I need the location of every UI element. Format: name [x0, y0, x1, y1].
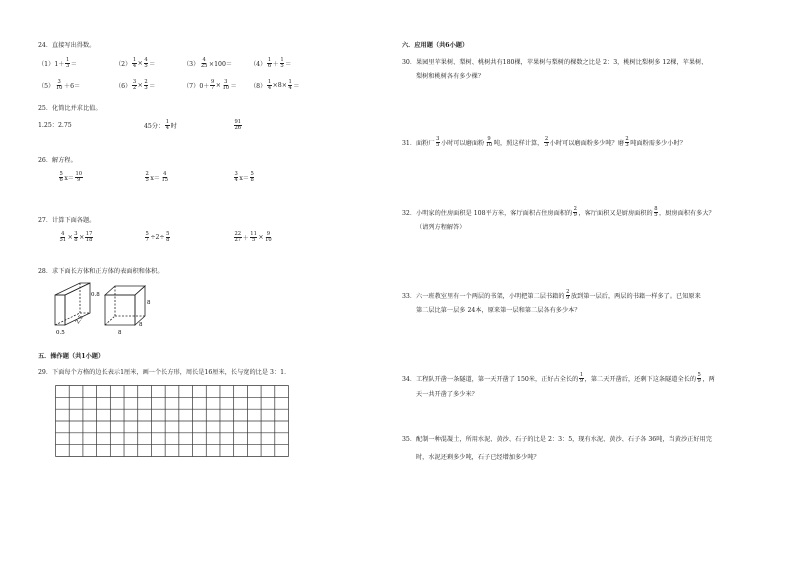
q25-item — [144, 120, 177, 131]
denominator: 10 — [265, 237, 272, 244]
expr-text: ，第二天开凿后，还剩下这条隧道全长的 — [584, 376, 697, 384]
expr-text: ＝ — [149, 61, 156, 69]
fraction — [265, 232, 273, 243]
numerator: 2 — [145, 171, 149, 177]
numerator: 4 — [61, 231, 65, 237]
denominator: 7 — [145, 237, 149, 244]
expr-text: ＋ — [242, 235, 249, 243]
q31-text — [402, 137, 686, 148]
fraction — [250, 172, 254, 183]
q24-item — [38, 80, 80, 91]
numerator: 1 — [280, 57, 284, 63]
fraction — [166, 232, 170, 243]
cuboid-length-label: 0.5 — [56, 330, 65, 336]
denominator: 5 — [280, 63, 284, 70]
numerator: 1 — [132, 57, 137, 63]
cube-depth-label: 8 — [139, 322, 143, 328]
q24-item — [183, 58, 232, 69]
denominator: 8 — [250, 177, 254, 184]
denominator: 10 — [485, 142, 493, 149]
numerator: 4 — [202, 57, 206, 63]
fraction — [55, 80, 63, 91]
numerator: 3 — [57, 79, 61, 85]
expr-text: x＝ — [64, 175, 74, 183]
expr-text: 时 — [170, 123, 177, 131]
fraction — [234, 172, 238, 183]
q27-item — [233, 232, 273, 243]
item-number: （1） — [38, 61, 55, 69]
numerator: 5 — [59, 171, 63, 177]
fraction — [436, 137, 440, 148]
numerator: 2 — [544, 136, 549, 142]
fraction — [267, 80, 271, 91]
item-number: （8） — [250, 83, 267, 91]
expr-text: × — [137, 82, 143, 90]
denominator: 9 — [77, 177, 81, 184]
expr-text: 31．面粉厂 — [402, 140, 435, 148]
fraction — [222, 80, 230, 91]
q30-line1: 30．果园里苹果树、梨树、桃树共有180棵，苹果树与梨树的棵数之比是 2：3，桃树比梨树多 12棵，苹果树、 — [402, 59, 708, 66]
q24-item — [250, 80, 299, 91]
denominator: 5 — [436, 142, 440, 149]
expr-text: × — [79, 234, 85, 242]
q33-line2: 第二层比第一层多 24本，原来第一层和第二层各有多少本？ — [416, 307, 581, 314]
numerator: 3 — [74, 231, 78, 237]
numerator: 2 — [573, 206, 577, 212]
numerator: 8 — [654, 206, 658, 212]
q25-item — [38, 120, 72, 129]
q24-item — [38, 58, 77, 69]
numerator: 4 — [144, 57, 148, 63]
expr-text: ＝ — [285, 61, 292, 69]
q32-note: （请列方程解答） — [416, 224, 466, 231]
fraction — [165, 120, 169, 131]
fraction — [579, 373, 583, 384]
denominator: 15 — [161, 177, 169, 184]
denominator: 26 — [234, 125, 242, 132]
q24-title: 24．直接写出得数。 — [38, 42, 96, 49]
expr-text: ，厨房面积有多大？ — [659, 210, 715, 218]
expr-text: 放到第一层后，两层的书籍一样多了。已知原来 — [570, 293, 701, 301]
item-number: （2） — [115, 61, 132, 69]
expr-text: 0＋ — [199, 83, 210, 91]
fraction — [697, 373, 701, 384]
q27-item — [58, 232, 94, 243]
expr-text: × — [215, 82, 221, 90]
q34-line2: 天一共开凿了多少米？ — [416, 391, 478, 398]
denominator: 4 — [132, 63, 137, 70]
expr-text: 34．工程队开凿一条隧道，第一天开凿了 150米，正好占全长的 — [402, 376, 579, 384]
q26-item — [58, 172, 84, 183]
item-number: （3） — [183, 61, 200, 69]
numerator: 3 — [132, 79, 137, 85]
fraction — [85, 232, 93, 243]
denominator: 3 — [544, 142, 549, 149]
fraction — [161, 172, 169, 183]
fraction — [132, 58, 136, 69]
denominator: 4 — [288, 85, 292, 92]
denominator: 9 — [579, 378, 584, 385]
numerator: 2 — [566, 289, 570, 295]
numerator: 5 — [166, 231, 170, 237]
fraction — [267, 58, 271, 69]
q27-title: 27．计算下面各题。 — [38, 217, 96, 224]
fraction — [144, 58, 148, 69]
denominator: 6 — [267, 63, 272, 70]
denominator: 51 — [59, 237, 67, 244]
fraction — [145, 232, 149, 243]
expr-text: ，两 — [702, 376, 715, 384]
fraction — [65, 58, 69, 69]
q25-title: 25．化简比并求比值。 — [38, 105, 102, 112]
denominator: 9 — [697, 378, 701, 385]
denominator: 18 — [85, 237, 93, 244]
fraction — [234, 232, 242, 243]
q25-item — [233, 120, 243, 131]
fraction — [544, 137, 548, 148]
fraction — [132, 80, 136, 91]
expr-text: ，客厅面积又是厨房面积的 — [578, 210, 653, 218]
denominator: 5 — [144, 63, 148, 70]
expr-text: 1.25：2.75 — [38, 122, 72, 129]
denominator: 10 — [222, 85, 230, 92]
q30-line2: 梨树和桃树各有多少棵？ — [416, 73, 485, 80]
numerator: 5 — [145, 231, 149, 237]
fraction — [144, 80, 148, 91]
denominator: 4 — [234, 177, 238, 184]
expr-text: × — [67, 234, 73, 242]
expr-text: 吨面粉需多少小时？ — [630, 140, 686, 148]
q26-item — [233, 172, 255, 183]
denominator: 4 — [267, 85, 272, 92]
fraction — [250, 232, 258, 243]
fraction — [573, 207, 577, 218]
denominator: 3 — [625, 142, 629, 149]
q24-item — [250, 58, 291, 69]
fraction — [145, 172, 149, 183]
fraction — [654, 207, 658, 218]
expr-text: ＝ — [70, 61, 77, 69]
numerator: 11 — [250, 231, 257, 237]
section5-heading: 五．操作题（共1小题） — [38, 353, 105, 360]
numerator: 9 — [266, 231, 271, 237]
numerator: 22 — [234, 231, 242, 237]
denominator: 5 — [654, 212, 658, 219]
denominator: 3 — [144, 85, 148, 92]
item-number: （7） — [183, 83, 200, 91]
expr-text: 33．六一班教室里有一个两层的书架，小明把第二层书籍的 — [402, 293, 565, 301]
denominator: 8 — [74, 237, 78, 244]
expr-text: ＋ — [272, 61, 279, 69]
fraction — [280, 58, 284, 69]
q35-line1: 35．配制一种混凝土，所用水泥、黄沙、石子的比是 2：3：5，现有水泥、黄沙、石子各 36吨，当黄沙正好用完 — [402, 436, 712, 443]
fraction — [59, 172, 63, 183]
denominator: 25 — [200, 63, 208, 70]
fraction — [210, 80, 214, 91]
expr-text: ÷2÷ — [150, 234, 165, 242]
fraction — [625, 137, 629, 148]
numerator: 3 — [224, 79, 228, 85]
q26-title: 26．解方程。 — [38, 157, 77, 164]
fraction — [74, 232, 78, 243]
expr-text: ＋6＝ — [63, 83, 81, 91]
expr-text: × — [258, 234, 264, 242]
denominator: 6 — [59, 177, 63, 184]
denominator: 8 — [166, 237, 170, 244]
fraction — [288, 80, 292, 91]
square-grid[interactable] — [55, 385, 289, 457]
numerator: 1 — [65, 57, 70, 63]
denominator: 27 — [234, 237, 242, 244]
q26-item — [144, 172, 170, 183]
expr-text: 45分： — [144, 123, 165, 131]
item-number: （6） — [115, 83, 132, 91]
expr-text: ＝ — [230, 83, 237, 91]
denominator: 4 — [165, 125, 170, 132]
denominator: 7 — [210, 85, 215, 92]
fraction — [234, 120, 242, 131]
numerator: 4 — [163, 171, 167, 177]
numerator: 10 — [75, 171, 83, 177]
denominator: 9 — [566, 295, 570, 302]
numerator: 5 — [697, 372, 701, 378]
section6-heading: 六．应用题（共6小题） — [402, 42, 469, 49]
expr-text: ＝ — [149, 83, 156, 91]
fraction — [200, 58, 208, 69]
q33-text — [402, 290, 701, 301]
numerator: 9 — [487, 136, 491, 142]
expr-text: ×8× — [272, 82, 287, 90]
expr-text: × — [137, 60, 143, 68]
q24-item — [183, 80, 237, 91]
denominator: 10 — [55, 85, 63, 92]
q32-text — [402, 207, 715, 218]
numerator: 3 — [436, 136, 440, 142]
denominator: 5 — [145, 177, 149, 184]
fraction — [485, 137, 493, 148]
numerator: 1 — [165, 119, 170, 125]
numerator: 9 — [210, 79, 215, 85]
expr-text: 小时可以磨面粉 — [440, 140, 485, 148]
cube-bottom-label: 8 — [118, 330, 122, 336]
numerator: 91 — [234, 119, 242, 125]
q24-item — [115, 58, 155, 69]
numerator: 1 — [579, 372, 584, 378]
fraction — [59, 232, 67, 243]
expr-text: x＝ — [150, 175, 160, 183]
expr-text: ×100＝ — [208, 61, 233, 69]
fraction — [566, 290, 570, 301]
expr-text: 吨，照这样计算， — [493, 140, 544, 148]
numerator: 1 — [288, 79, 292, 85]
solids-figure — [50, 280, 160, 340]
expr-text: 小时可以磨面粉多少吨？磨 — [549, 140, 624, 148]
expr-text: x＝ — [239, 175, 249, 183]
numerator: 2 — [625, 136, 629, 142]
q35-line2: 时，水泥还剩多少吨，石子已经增加多少吨？ — [416, 454, 540, 461]
cuboid-width-label: 2.5 — [74, 314, 85, 326]
cube-side-label: 8 — [147, 300, 151, 306]
numerator: 1 — [267, 79, 272, 85]
q34-text — [402, 373, 715, 384]
q27-item — [144, 232, 171, 243]
expr-text: ＝ — [293, 83, 300, 91]
denominator: 2 — [132, 85, 137, 92]
q29-text: 29．下面每个方格的边长表示1厘米，画一个长方形，周长是16厘米，长与宽的比是 3：1． — [38, 369, 291, 376]
q28-title: 28．求下面长方体和正方体的表面积和体积。 — [38, 268, 164, 275]
numerator: 5 — [250, 171, 254, 177]
expr-text: 1＋ — [54, 61, 65, 69]
item-number: （5） — [38, 83, 55, 91]
item-number: （4） — [250, 61, 267, 69]
q24-item — [115, 80, 155, 91]
cuboid-height-label: 0.8 — [91, 292, 100, 298]
numerator: 2 — [144, 79, 148, 85]
denominator: 5 — [251, 237, 256, 244]
cuboid-shape — [55, 283, 90, 325]
numerator: 3 — [234, 171, 238, 177]
expr-text: 32．小明家的住房面积是 108平方米，客厅面积占住房面积的 — [402, 210, 573, 218]
numerator: 17 — [85, 231, 93, 237]
denominator: 9 — [573, 212, 577, 219]
fraction — [75, 172, 83, 183]
denominator: 3 — [65, 63, 70, 70]
numerator: 1 — [267, 57, 272, 63]
cube-shape — [105, 286, 145, 325]
